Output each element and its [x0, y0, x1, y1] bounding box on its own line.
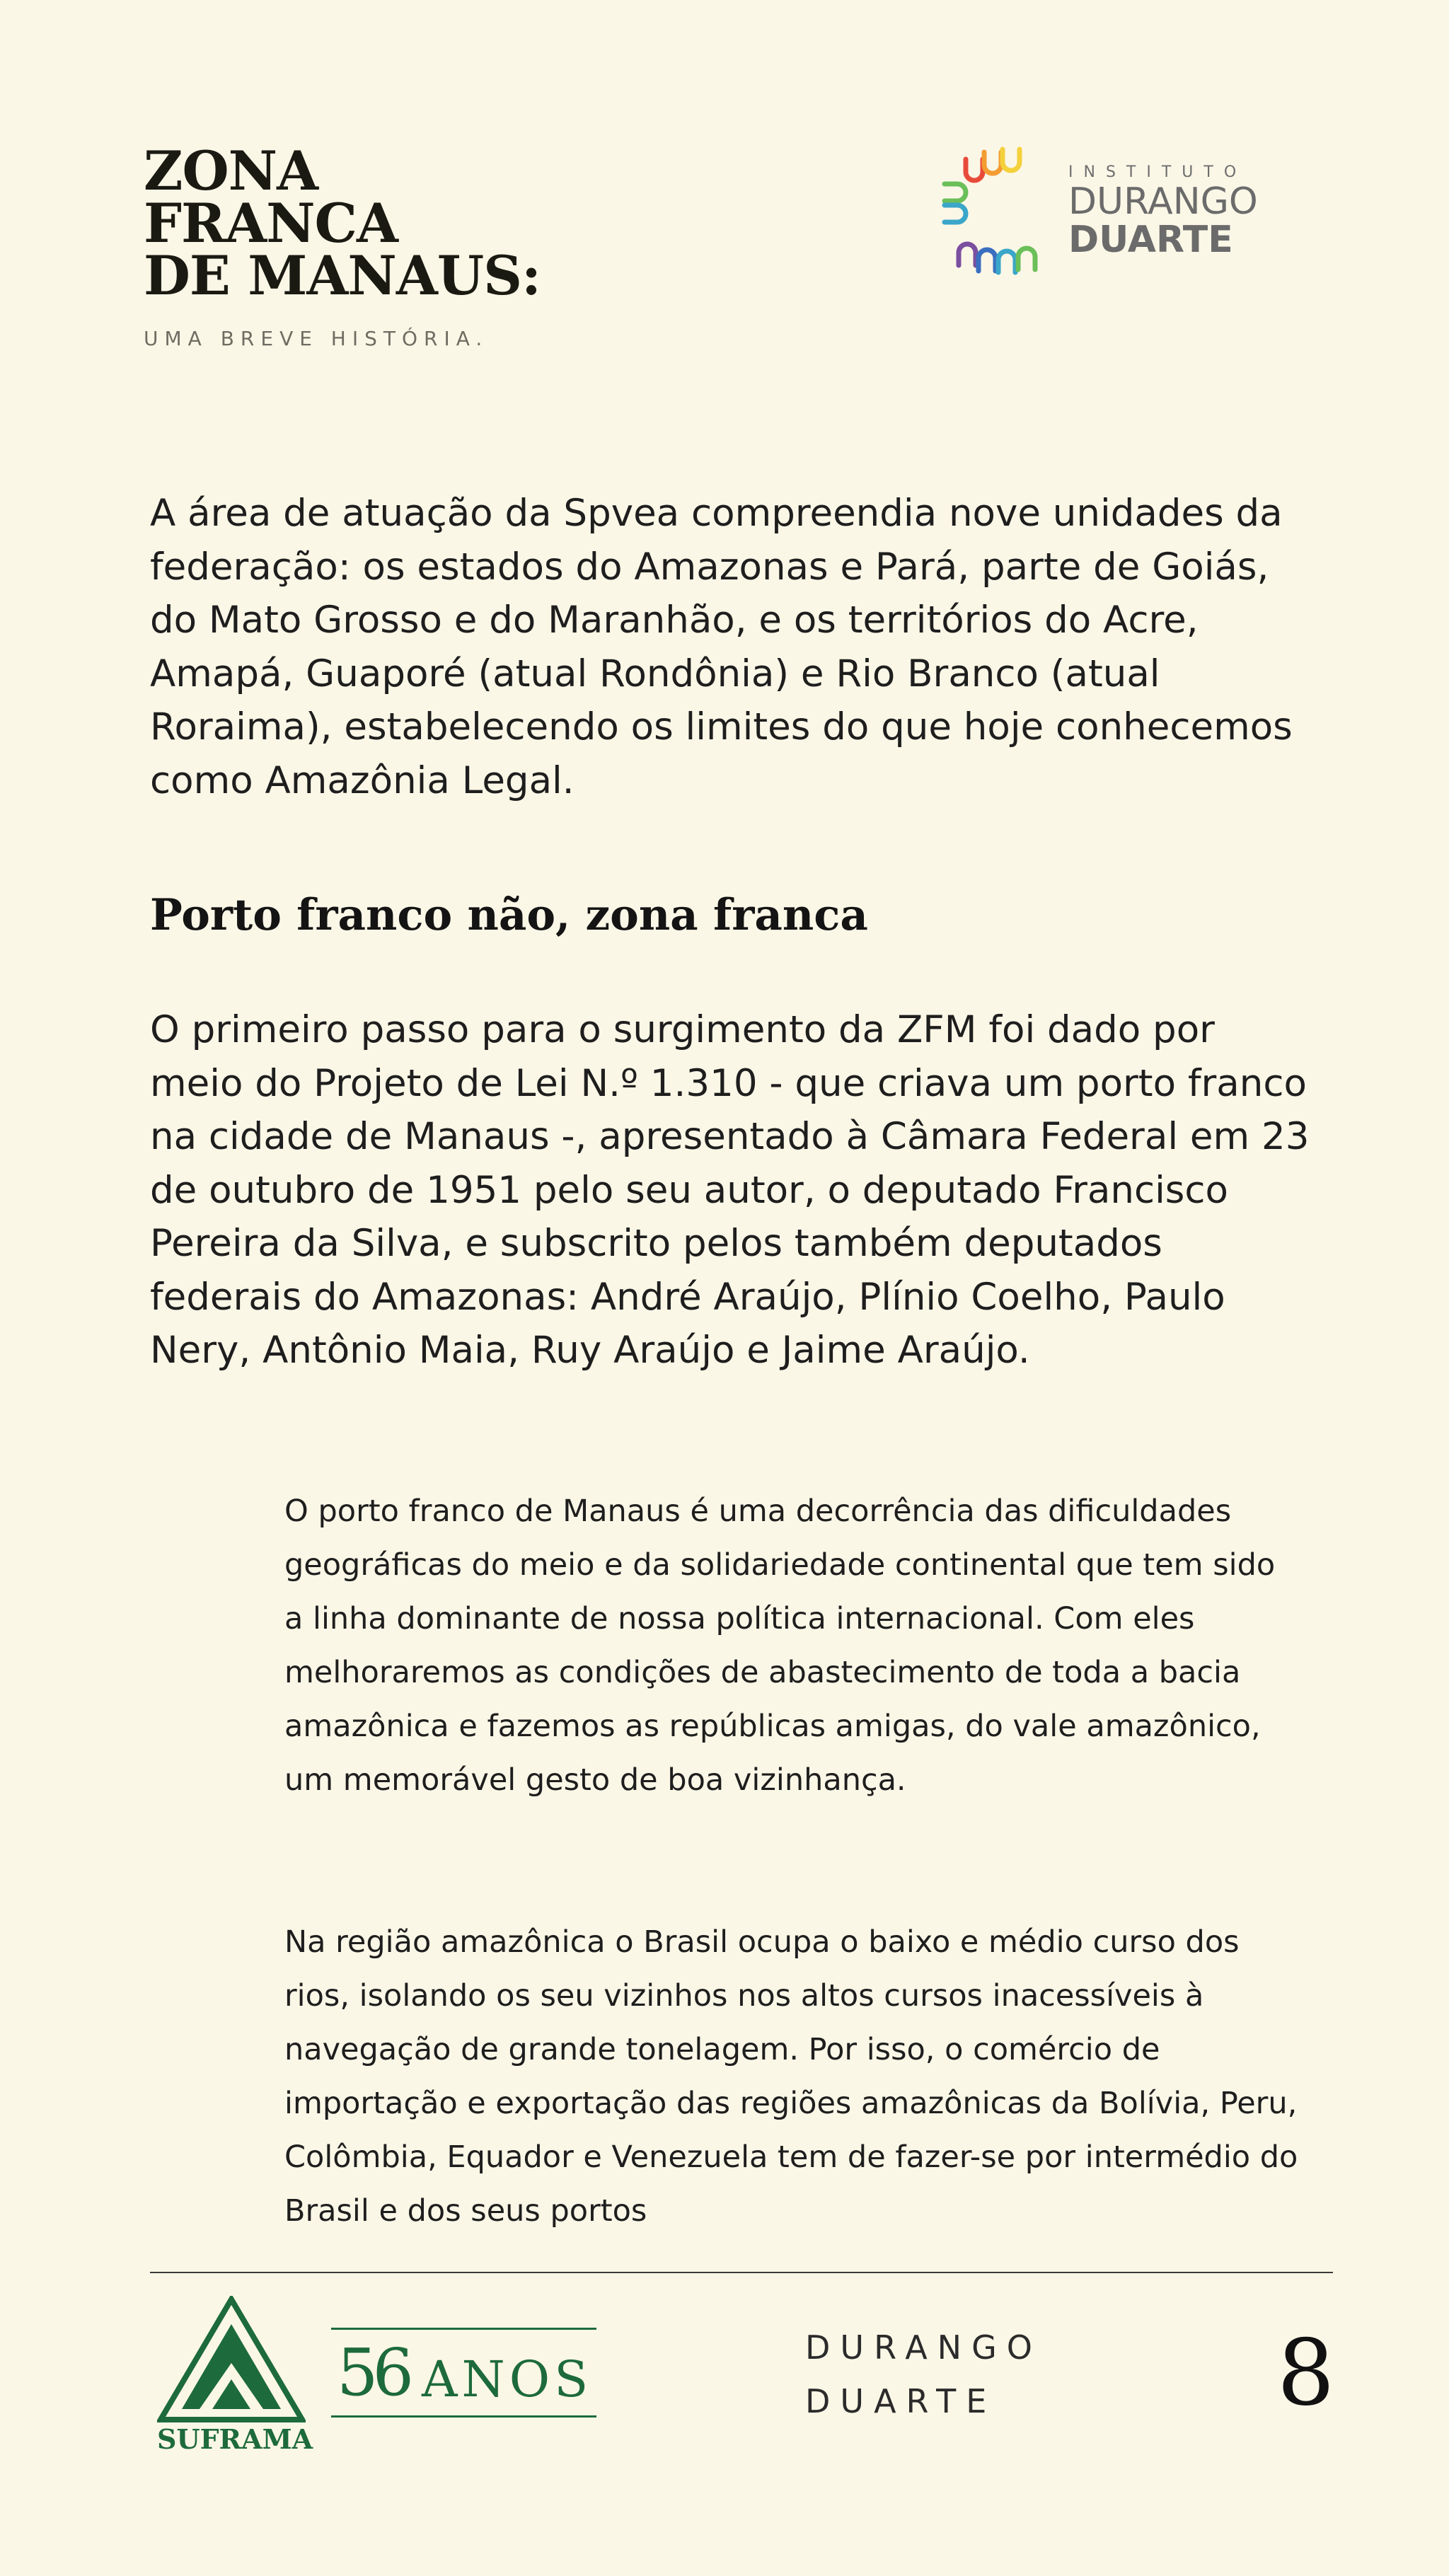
author-name — [805, 2321, 1042, 2428]
publication-title — [144, 139, 541, 307]
author-line-2: DUARTE — [805, 2382, 997, 2420]
title-line-2: FRANCA — [144, 192, 398, 255]
publication-subtitle: UMA BREVE HISTÓRIA. — [144, 327, 489, 350]
suframa-triangle-icon — [157, 2296, 306, 2427]
logo-small-word: INSTITUTO — [1068, 163, 1247, 181]
suframa-logo — [157, 2296, 313, 2455]
rainbow-arcs-icon — [937, 145, 1065, 279]
paragraph-spvea-area: A área de atuação da Spvea compreendia nove unidades da federação: os estados do Amazonas e Pará, parte de Goiás, do Mato Grosso e do Maranhão, e os territórios do Acre, Amapá, Guaporé (atual Rondônia) e Rio Branco (atual Roraima), estabelecendo os limites do que hoje conhecemos como Amazônia Legal. — [150, 492, 1293, 802]
title-line-3: DE MANAUS: — [144, 244, 541, 307]
anniversary-word: ANOS — [422, 2350, 593, 2408]
anniversary-seal — [331, 2328, 596, 2420]
logo-word-durango: DURANGO — [1068, 180, 1258, 223]
seal-bottom-line — [331, 2415, 596, 2418]
section-heading: Porto franco não, zona franca — [150, 890, 868, 940]
block-quote-2: Na região amazônica o Brasil ocupa o baixo e médio curso dos rios, isolando os seu vizinhos nos altos cursos inacessíveis à navegação de grande tonelagem. Por isso, o comércio de importação e exportação das regiões amazônicas da Bolívia, Peru, Colômbia, Equador e Venezuela tem de fazer-se por intermédio do Brasil e dos seus portos — [284, 1924, 1298, 2229]
title-line-1: ZONA — [144, 139, 318, 202]
suframa-label: SUFRAMA — [157, 2423, 313, 2455]
footer-divider — [150, 2272, 1333, 2273]
author-line-1: DURANGO — [805, 2328, 1042, 2367]
block-quote-1: O porto franco de Manaus é uma decorrência das dificuldades geográficas do meio e da solidariedade continental que tem sido a linha dominante de nossa política internacional. Com eles melhoraremos as condições de abastecimento de toda a bacia amazônica e fazemos as repúblicas amigas, do vale amazônico, um memorável gesto de boa vizinhança. — [284, 1494, 1276, 1798]
logo-word-duarte: DUARTE — [1068, 219, 1233, 261]
seal-top-line — [331, 2328, 596, 2330]
anniversary-number: 56 — [337, 2335, 409, 2410]
instituto-durango-duarte-logo — [937, 145, 1277, 265]
paragraph-projeto-de-lei: O primeiro passo para o surgimento da ZFM foi dado por meio do Projeto de Lei N.º 1.310 - que criava um porto franco na cidade de Manaus -, apresentado à Câmara Federal em 23 de outubro de 1951 pelo seu autor, o deputado Francisco Pereira da Silva, e subscrito pelos também deputados federais do Amazonas: André Araújo, Plínio Coelho, Paulo Nery, Antônio Maia, Ruy Araújo e Jaime Araújo. — [150, 1008, 1310, 1372]
page-number: 8 — [1277, 2321, 1335, 2426]
